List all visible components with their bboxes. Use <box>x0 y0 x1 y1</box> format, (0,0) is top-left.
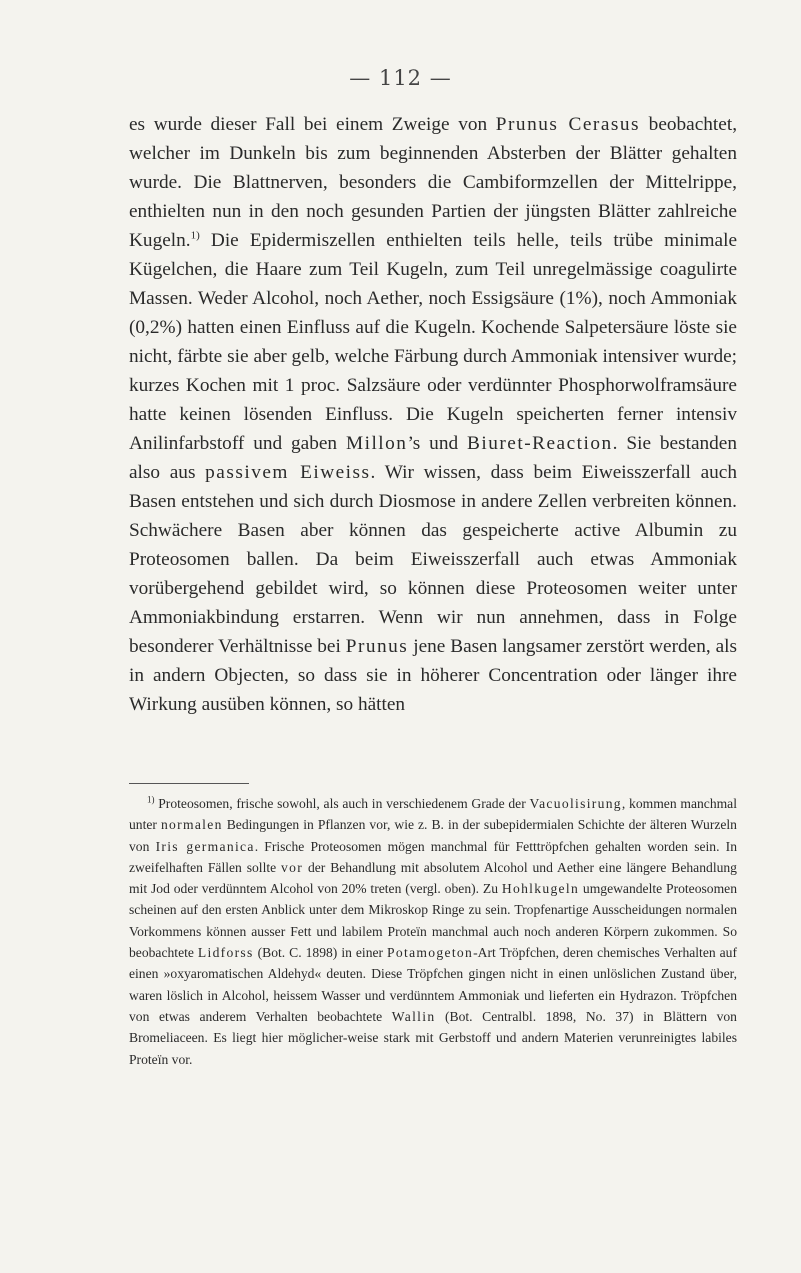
emphasized-text: Prunus <box>345 636 409 657</box>
emphasized-text: Biuret-Reaction <box>467 433 613 454</box>
text-run: . Wir wissen, dass beim Eiweisszerfall auch Basen entstehen und sich durch Diosmose in andere Zellen verbreiten können. Schwächere Basen aber können das gespeicherte active Albumin zu Proteosomen ballen. Da beim Eiweisszerfall auch etwas Ammoniak vorübergehend gebildet wird, so können diese Proteosomen weiter unter Ammoniakbindung erstarren. Wenn wir nun annehmen, dass in Folge besonderer Verhältnisse bei <box>129 462 737 657</box>
emphasized-text: passivem Eiweiss <box>205 462 371 483</box>
emphasized-text: Iris germanica <box>155 838 255 854</box>
text-run: , kommen manchmal unter <box>129 796 737 833</box>
footnote <box>129 793 737 1070</box>
emphasized-text: Millon <box>345 433 408 454</box>
emphasized-text: Vacuolisirung <box>529 796 622 811</box>
text-run: (Bot. Centralbl. 1898, No. 37) in Blättern von Bromeliaceen. Es liegt hier möglicher-weise stark mit Gerbstoff und andern Materien verunreinigtes labiles Proteïn vor. <box>129 1008 737 1067</box>
text-run: ’s und <box>407 433 467 454</box>
text-run: -Art Tröpfchen, deren chemisches Verhalten auf einen »oxyaromatischen Aldehyd« deuten. Diese Tröpfchen gingen nicht in einen unlöslichen Zustand über, waren löslich in Alcohol, heissem Wasser und verdünntem Ammoniak und lieferten ein Hydrazon. Tröpfchen von etwas anderem Verhalten beobachtete <box>129 945 738 1024</box>
emphasized-text: Hohlkugeln <box>501 881 580 897</box>
text-run: es wurde dieser Fall bei einem Zweige von <box>129 114 496 135</box>
emphasized-text: Prunus Cerasus <box>495 114 641 135</box>
emphasized-text: Potamogeton <box>387 945 474 961</box>
text-run: Bedingungen in Pflanzen vor, wie z. B. in der subepidermialen Schichte der älteren Wurzeln von <box>129 817 737 854</box>
text-run: der Behandlung mit absolutem Alcohol und Aether eine längere Behandlung mit Jod oder verdünntem Alcohol von 20% treten (vergl. oben). Zu <box>129 859 737 897</box>
emphasized-text: vor <box>281 859 304 875</box>
page-number: — 112 — <box>349 66 452 90</box>
text-run: (Bot. C. 1898) in einer <box>253 945 388 961</box>
text-run: jene Basen langsamer zerstört werden, als in andern Objecten, so dass sie in höherer Concentration oder länger ihre Wirkung ausüben können, so hätten <box>129 636 737 715</box>
emphasized-text: Lidforss <box>197 945 254 961</box>
footnote-marker: 1) <box>147 794 155 805</box>
footnote-marker: 1) <box>190 229 200 242</box>
text-run: Proteosomen, frische sowohl, als auch in verschiedenem Grade der <box>154 796 530 811</box>
main-paragraph <box>129 110 737 719</box>
emphasized-text: Wallin <box>391 1008 436 1024</box>
footnote-separator <box>129 783 249 784</box>
main-text <box>129 110 737 719</box>
text-run: beobachtet, welcher im Dunkeln bis zum beginnenden Absterben der Blätter gehalten wurde. Die Blattnerven, besonders die Cambiformzellen der Mittelrippe, enthielten nun in den noch gesunden Partien der jüngsten Blätter zahlreiche Kugeln. <box>129 114 738 251</box>
text-run: . Sie bestanden also aus <box>129 433 737 483</box>
text-run: Die Epidermiszellen enthielten teils helle, teils trübe minimale Kügelchen, die Haare zum Teil Kugeln, zum Teil unregelmässige coagulirte Massen. Weder Alcohol, noch Aether, noch Essigsäure (1%), noch Ammoniak (0,2%) hatten einen Einfluss auf die Kugeln. Kochende Salpetersäure löste sie nicht, färbte sie aber gelb, welche Färbung durch Ammoniak intensiver wurde; kurzes Kochen mit 1 proc. Salzsäure oder verdünnter Phosphorwolframsäure hatte keinen lösenden Einfluss. Die Kugeln speicherten ferner intensiv Anilinfarbstoff und gaben <box>129 230 737 454</box>
text-run: umgewandelte Proteosomen scheinen auf den ersten Anblick unter dem Mikroskop Ringe zu sein. Tropfenartige Ausscheidungen normalen Vorkommens können ausser Fett und labilem Proteïn manchmal auch noch anderen Körpern zukommen. So beobachtete <box>129 881 738 961</box>
text-run: . Frische Proteosomen mögen manchmal für Fetttröpfchen gehalten worden sein. In zweifelhaften Fällen sollte <box>129 838 738 875</box>
emphasized-text: normalen <box>160 817 223 833</box>
